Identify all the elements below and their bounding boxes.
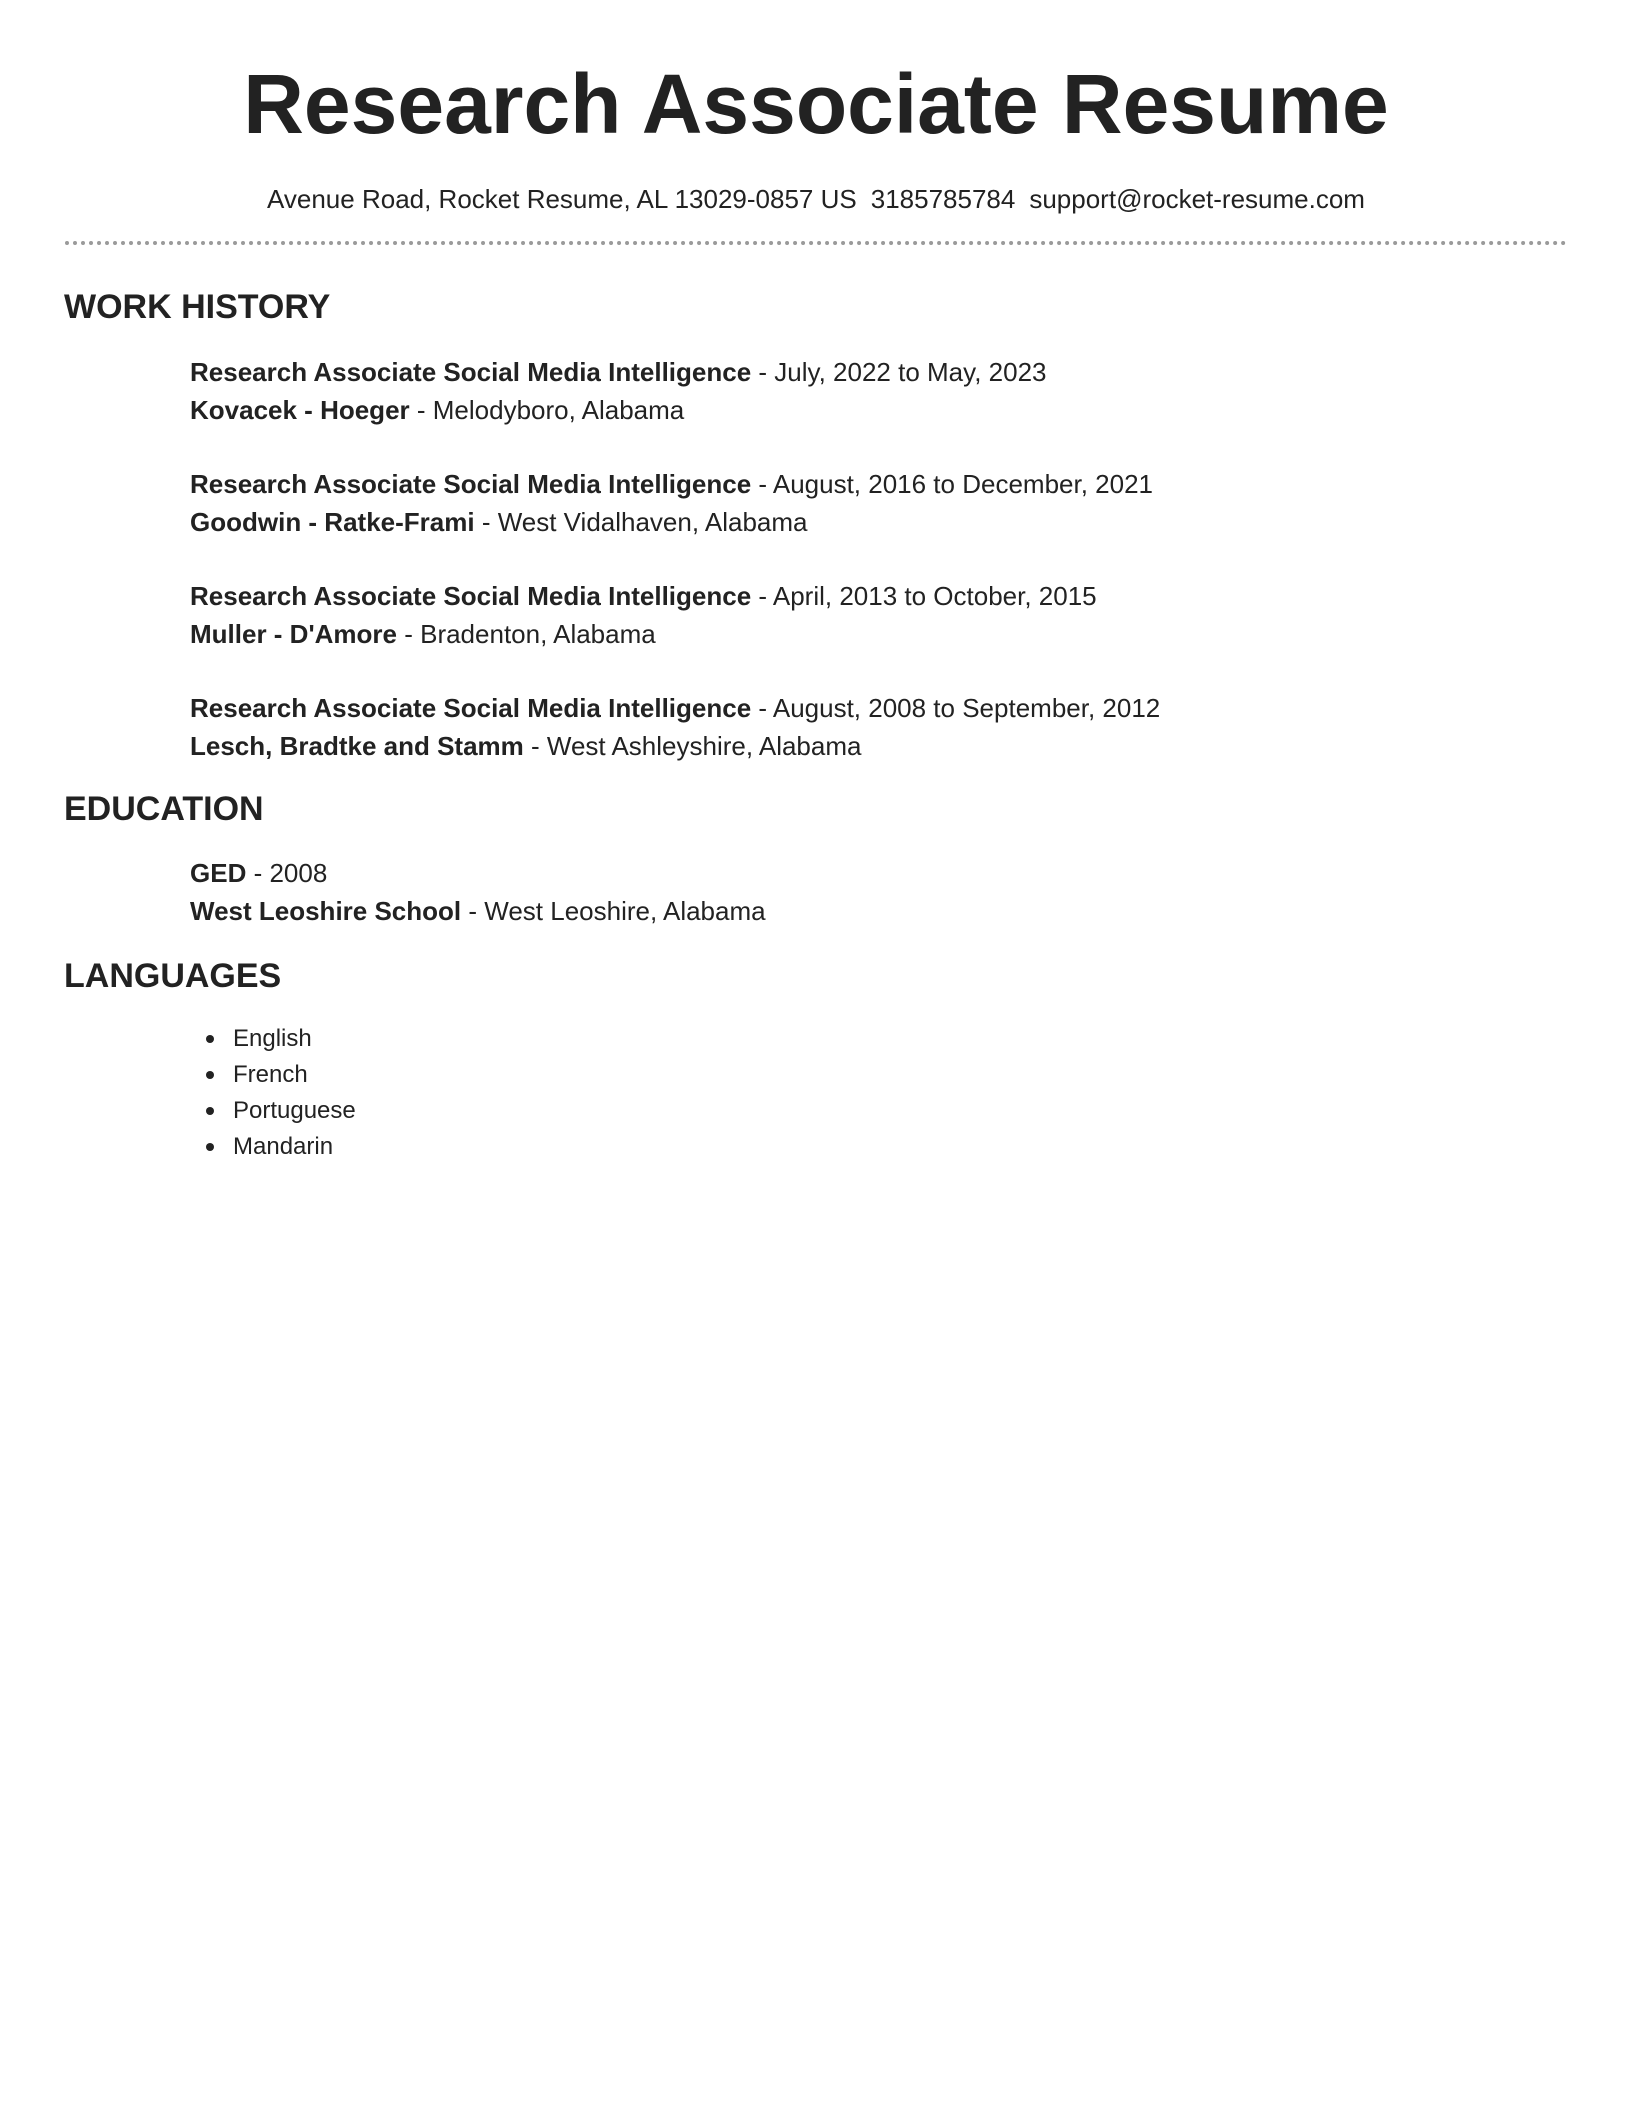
education-section [64, 791, 1568, 930]
languages-section [64, 958, 1568, 1165]
job-title: Research Associate Social Media Intelligence [190, 468, 752, 499]
job-dates: - April, 2013 to October, 2015 [758, 580, 1097, 611]
page-title: Research Associate Resume [243, 57, 1389, 151]
job-company: Lesch, Bradtke and Stamm [190, 730, 524, 761]
job-title-line [190, 353, 1568, 391]
language-item [190, 1057, 1568, 1093]
language-item [190, 1021, 1568, 1057]
school-line [190, 892, 1568, 930]
header-divider [65, 241, 1567, 245]
job-company-line [190, 503, 1568, 541]
job-company-line [190, 391, 1568, 429]
job-location: - Melodyboro, Alabama [416, 394, 685, 425]
school-location: - West Leoshire, Alabama [468, 895, 766, 926]
job-title: Research Associate Social Media Intelligence [190, 692, 752, 723]
job-location: - Bradenton, Alabama [404, 618, 656, 649]
bullet-icon [206, 1035, 214, 1043]
education-entries [64, 854, 1568, 930]
job-company: Kovacek - Hoeger [190, 394, 410, 425]
bullet-icon [206, 1143, 214, 1151]
job-title-line [190, 689, 1568, 727]
work-history-section [64, 289, 1568, 764]
section-heading: EDUCATION [64, 789, 264, 828]
job-dates: - July, 2022 to May, 2023 [758, 356, 1047, 387]
job-title: Research Associate Social Media Intelligence [190, 356, 752, 387]
job-company-line [190, 727, 1568, 765]
degree-line [190, 854, 1568, 892]
job-title: Research Associate Social Media Intelligence [190, 580, 752, 611]
job-location: - West Vidalhaven, Alabama [481, 506, 808, 537]
contact-address: Avenue Road, Rocket Resume, AL 13029-0857 US [267, 184, 857, 214]
language-name: Mandarin [233, 1133, 334, 1161]
job-entry [190, 465, 1568, 541]
job-company: Muller - D'Amore [190, 618, 397, 649]
language-name: French [233, 1061, 308, 1089]
bullet-icon [206, 1071, 214, 1079]
languages-list [64, 1021, 1568, 1165]
degree-year: - 2008 [253, 857, 328, 888]
contact-email: support@rocket-resume.com [1029, 184, 1365, 214]
language-item [190, 1129, 1568, 1165]
school-name: West Leoshire School [190, 895, 462, 926]
language-name: Portuguese [233, 1097, 356, 1125]
job-company: Goodwin - Ratke-Frami [190, 506, 475, 537]
section-heading: LANGUAGES [64, 956, 282, 995]
job-location: - West Ashleyshire, Alabama [531, 730, 862, 761]
contact-line [64, 184, 1568, 215]
language-name: English [233, 1025, 312, 1053]
job-title-line [190, 577, 1568, 615]
contact-phone: 3185785784 [870, 184, 1016, 214]
job-entry [190, 689, 1568, 765]
job-dates: - August, 2016 to December, 2021 [758, 468, 1154, 499]
section-heading: WORK HISTORY [64, 288, 331, 327]
job-company-line [190, 615, 1568, 653]
education-entry [190, 854, 1568, 930]
job-entry [190, 353, 1568, 429]
bullet-icon [206, 1107, 214, 1115]
job-entry [190, 577, 1568, 653]
work-history-entries [64, 353, 1568, 765]
degree: GED [190, 857, 247, 888]
job-title-line [190, 465, 1568, 503]
job-dates: - August, 2008 to September, 2012 [758, 692, 1161, 723]
language-item [190, 1093, 1568, 1129]
